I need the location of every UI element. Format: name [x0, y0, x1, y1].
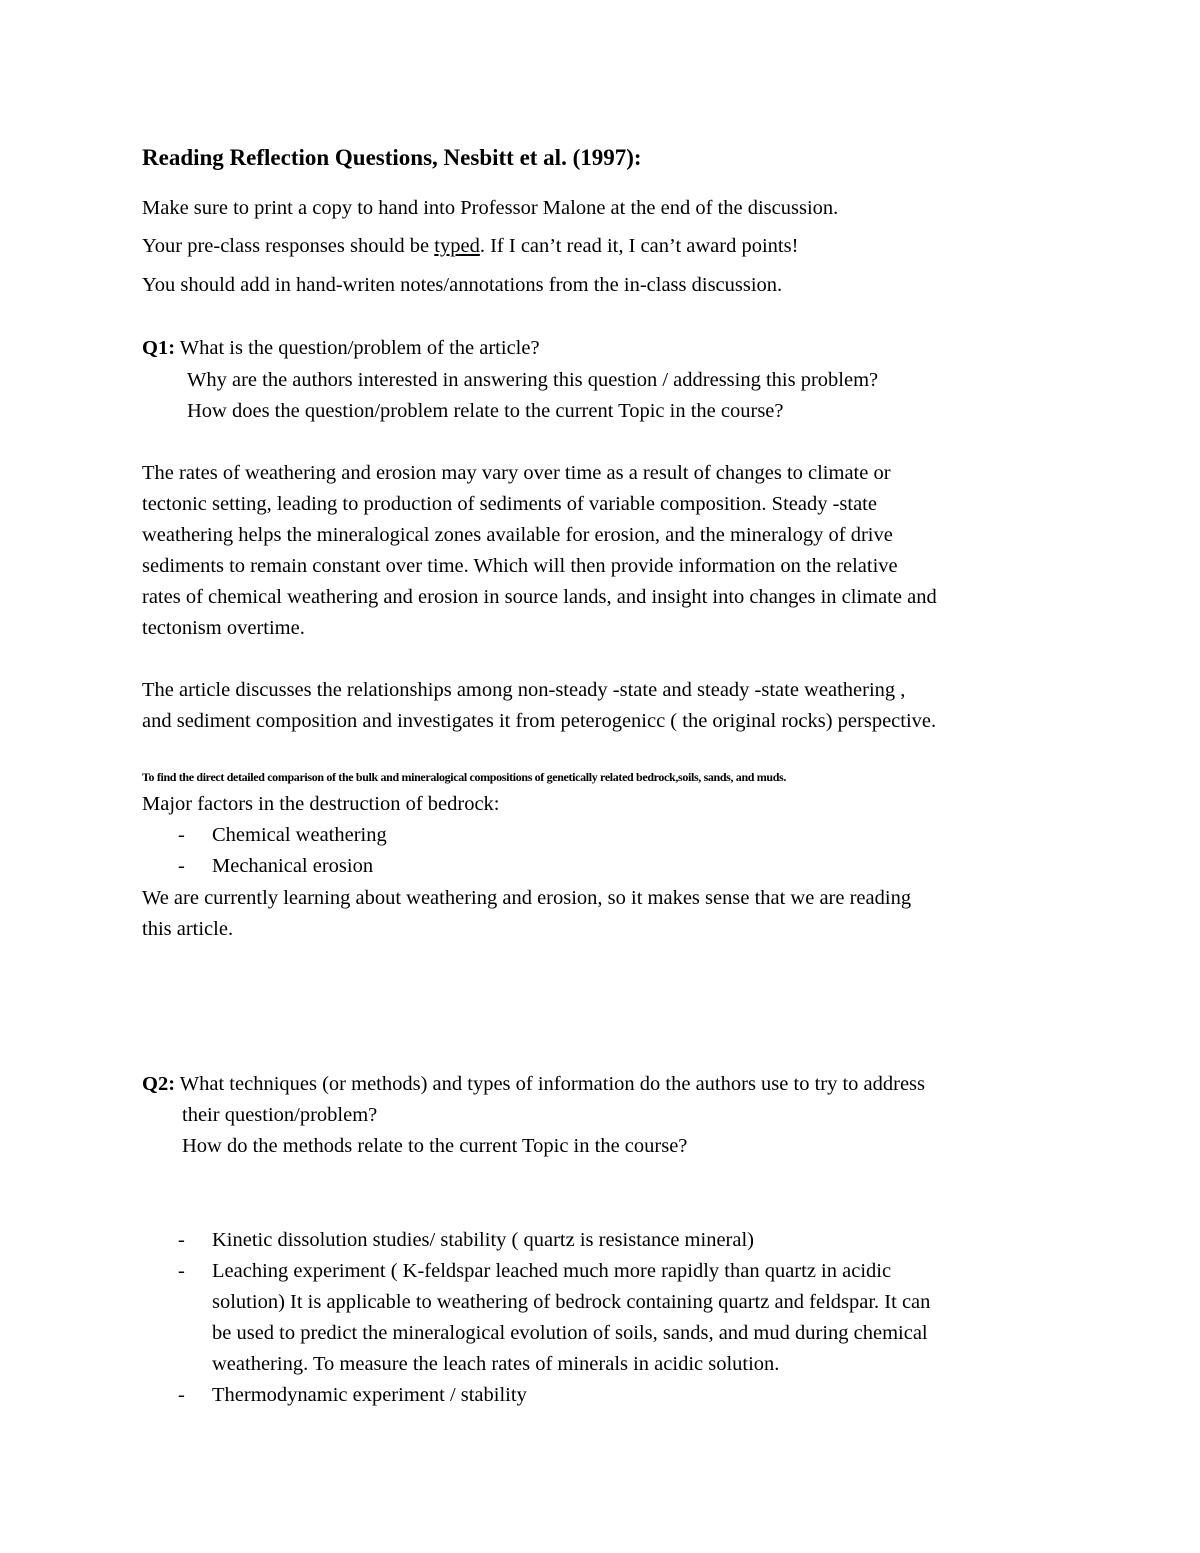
method-item-cont: be used to predict the mineralogical evolution of soils, sands, and mud during chemical [212, 1322, 928, 1344]
page-title: Reading Reflection Questions, Nesbitt et al. (1997): [142, 145, 642, 170]
typed-emphasis: typed [434, 235, 480, 257]
q1-para1-line: weathering helps the mineralogical zones available for erosion, and the mineralogy of drive [142, 524, 893, 546]
method-item: Thermodynamic experiment / stability [212, 1384, 527, 1406]
bullet-dash: - [178, 855, 185, 877]
factors-heading: Major factors in the destruction of bedrock: [142, 793, 500, 815]
bullet-dash: - [178, 824, 185, 846]
q2-question-cont: their question/problem? [182, 1104, 378, 1126]
q2-question [142, 1072, 925, 1096]
method-item: Leaching experiment ( K-feldspar leached much more rapidly than quartz in acidic [212, 1260, 892, 1282]
method-item-cont: weathering. To measure the leach rates of minerals in acidic solution. [212, 1353, 780, 1375]
q1-question [142, 336, 540, 360]
q1-para1-line: The rates of weathering and erosion may vary over time as a result of changes to climate or [142, 462, 891, 484]
q1-para2-line: The article discusses the relationships among non-steady -state and steady -state weathering , [142, 679, 906, 701]
q2-subquestion-1: How do the methods relate to the current Topic in the course? [182, 1135, 688, 1157]
q2-label: Q2: [142, 1073, 176, 1095]
conclusion-line: We are currently learning about weathering and erosion, so it makes sense that we are reading [142, 887, 912, 909]
q1-para1-line: tectonic setting, leading to production of sediments of variable composition. Steady -state [142, 493, 877, 515]
q1-label: Q1: [142, 337, 176, 359]
method-item-cont: solution) It is applicable to weathering of bedrock containing quartz and feldspar. It can [212, 1291, 931, 1313]
q1-subquestion-1: Why are the authors interested in answering this question / addressing this problem? [187, 369, 879, 391]
q2-text: What techniques (or methods) and types of information do the authors use to try to address [175, 1073, 926, 1095]
q1-subquestion-2: How does the question/problem relate to the current Topic in the course? [187, 400, 784, 422]
q1-para1-line: sediments to remain constant over time. Which will then provide information on the relative [142, 555, 898, 577]
bullet-dash: - [178, 1384, 185, 1406]
bullet-dash: - [178, 1229, 185, 1251]
instruction-line-2 [142, 234, 798, 258]
factor-item: Mechanical erosion [212, 855, 374, 877]
conclusion-line: this article. [142, 918, 234, 940]
bullet-dash: - [178, 1260, 185, 1282]
method-item: Kinetic dissolution studies/ stability ( quartz is resistance mineral) [212, 1229, 754, 1251]
small-note: To find the direct detailed comparison of the bulk and mineralogical compositions of genetically related bedrock,soils, sands, and muds. [142, 770, 787, 784]
factor-item: Chemical weathering [212, 824, 387, 846]
q1-para2-line: and sediment composition and investigates it from peterogenicc ( the original rocks) perspective. [142, 710, 937, 732]
instruction-line-2-start: Your pre-class responses should be [142, 235, 435, 257]
q1-para1-line: rates of chemical weathering and erosion in source lands, and insight into changes in climate and [142, 586, 937, 608]
q1-text: What is the question/problem of the article? [175, 337, 540, 359]
instruction-line-1: Make sure to print a copy to hand into Professor Malone at the end of the discussion. [142, 197, 839, 219]
instruction-line-3: You should add in hand-writen notes/annotations from the in-class discussion. [142, 274, 783, 296]
instruction-line-2-end: . If I can’t read it, I can’t award points! [479, 235, 799, 257]
q1-para1-line: tectonism overtime. [142, 617, 305, 639]
